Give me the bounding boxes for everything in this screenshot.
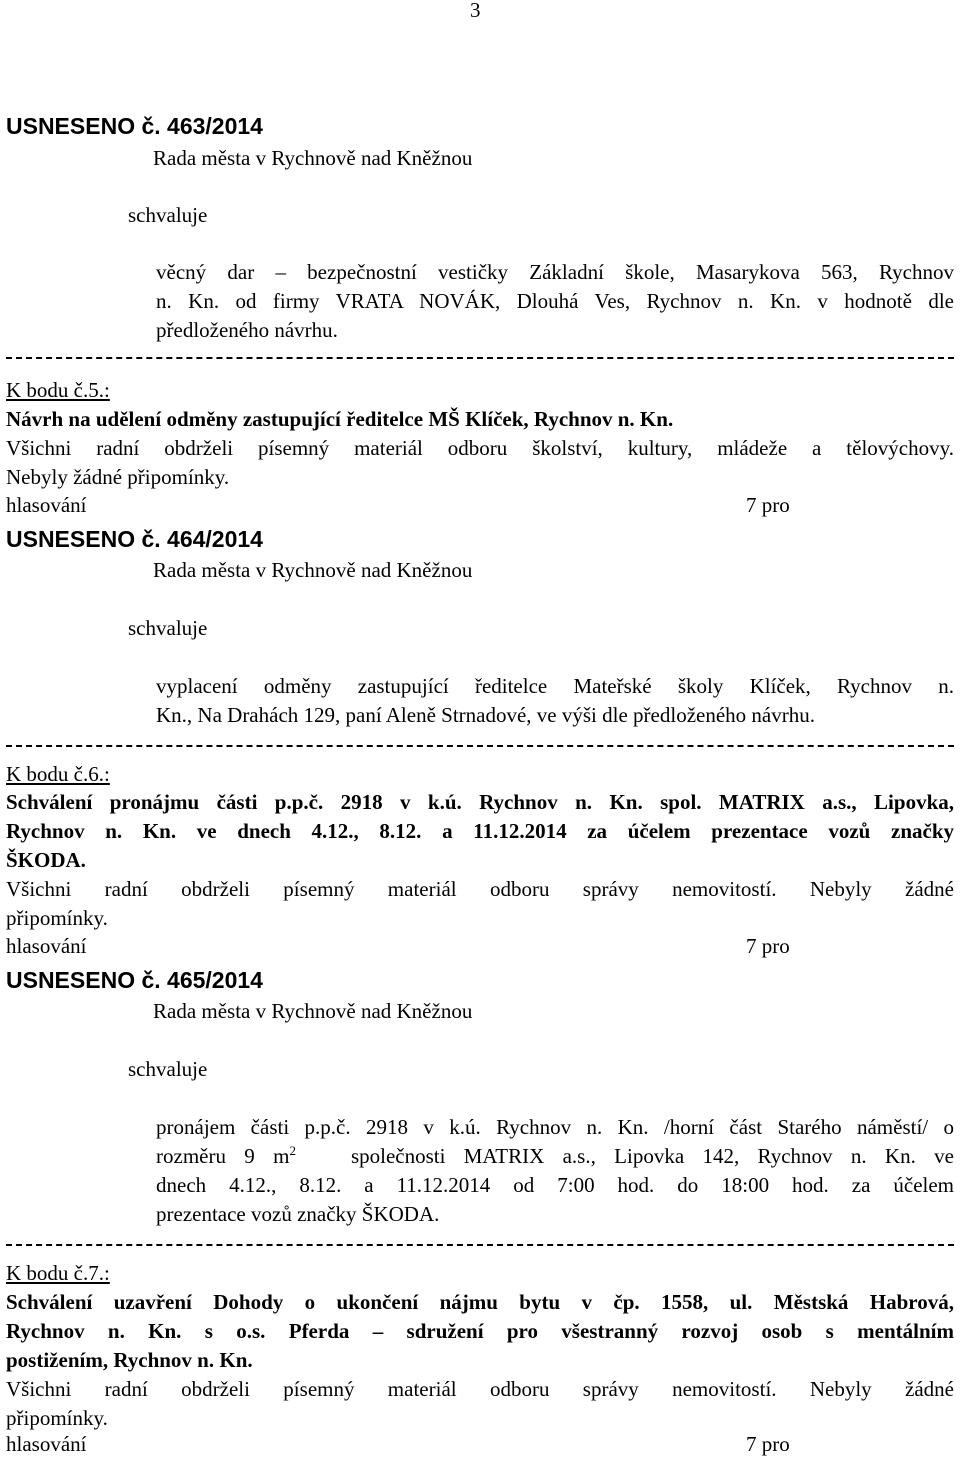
- text-part: společnosti MATRIX a.s., Lipovka 142, Rychnov n. Kn. ve: [350, 1144, 954, 1168]
- text-line: [156, 1142, 954, 1171]
- item-title: [6, 1288, 954, 1375]
- text-line: n. Kn. od firmy VRATA NOVÁK, Dlouhá Ves, Rychnov n. Kn. v hodnotě dle: [156, 289, 954, 313]
- item-info: [6, 875, 954, 933]
- vote-label: hlasování: [6, 934, 87, 958]
- resolution-body: Rada města v Rychnově nad Kněžnou: [153, 146, 473, 170]
- vote-label: hlasování: [6, 493, 87, 517]
- item-title: Návrh na udělení odměny zastupující ředitelce MŠ Klíček, Rychnov n. Kn.: [6, 407, 674, 431]
- title-line: ŠKODA.: [6, 848, 86, 872]
- vote-value: 7 pro: [746, 1432, 790, 1456]
- item-label: K bodu č.5.:: [6, 378, 110, 402]
- info-line: Všichni radní obdrželi písemný materiál odboru školství, kultury, mládeže a tělovýchovy.: [6, 436, 954, 460]
- text-line: prezentace vozů značky ŠKODA.: [156, 1202, 440, 1226]
- title-line: Rychnov n. Kn. s o.s. Pferda – sdružení pro všestranný rozvoj osob s mentálním: [6, 1319, 954, 1343]
- item-info: [6, 434, 954, 463]
- text-line: Kn., Na Drahách 129, paní Aleně Strnadové, ve výši dle předloženého návrhu.: [156, 703, 815, 727]
- item-note: Nebyly žádné připomínky.: [6, 465, 230, 489]
- text-line: věcný dar – bezpečnostní vestičky Základní škole, Masarykova 563, Rychnov: [156, 260, 954, 284]
- title-line: Rychnov n. Kn. ve dnech 4.12., 8.12. a 11.12.2014 za účelem prezentace vozů značky: [6, 819, 954, 843]
- resolution-body: Rada města v Rychnově nad Kněžnou: [153, 999, 473, 1023]
- title-line: postižením, Rychnov n. Kn.: [6, 1348, 253, 1372]
- resolution-text: [156, 258, 954, 345]
- vote-value: 7 pro: [746, 493, 790, 517]
- info-line: připomínky.: [6, 906, 108, 930]
- title-line: Schválení uzavření Dohody o ukončení nájmu bytu v čp. 1558, ul. Městská Habrová,: [6, 1290, 954, 1314]
- info-line: Všichni radní obdrželi písemný materiál odboru správy nemovitostí. Nebyly žádné: [6, 1377, 954, 1401]
- divider: [6, 1244, 954, 1246]
- resolution-verb: schvaluje: [128, 1057, 208, 1081]
- resolution-body: Rada města v Rychnově nad Kněžnou: [153, 558, 473, 582]
- text-line: pronájem části p.p.č. 2918 v k.ú. Rychnov n. Kn. /horní část Starého náměstí/ o: [156, 1115, 954, 1139]
- info-line: připomínky.: [6, 1406, 108, 1430]
- resolution-text: [156, 672, 954, 730]
- vote-value: 7 pro: [746, 934, 790, 958]
- item-label: K bodu č.7.:: [6, 1261, 110, 1285]
- text-line: předloženého návrhu.: [156, 318, 338, 342]
- item-label: K bodu č.6.:: [6, 762, 110, 786]
- info-line: Všichni radní obdrželi písemný materiál odboru správy nemovitostí. Nebyly žádné: [6, 877, 954, 901]
- resolution-verb: schvaluje: [128, 203, 208, 227]
- resolution-title: USNESENO č. 463/2014: [6, 113, 263, 139]
- superscript: 2: [289, 1143, 296, 1158]
- divider: [6, 745, 954, 747]
- item-info: [6, 1375, 954, 1433]
- resolution-title: USNESENO č. 464/2014: [6, 526, 263, 552]
- resolution-verb: schvaluje: [128, 616, 208, 640]
- divider: [6, 357, 954, 359]
- text-line: vyplacení odměny zastupující ředitelce Mateřské školy Klíček, Rychnov n.: [156, 674, 954, 698]
- resolution-text: [156, 1113, 954, 1229]
- item-title: [6, 788, 954, 875]
- title-line: Schválení pronájmu části p.p.č. 2918 v k.ú. Rychnov n. Kn. spol. MATRIX a.s., Lipovka,: [6, 790, 954, 814]
- text-part: rozměru 9 m: [156, 1144, 290, 1168]
- resolution-title: USNESENO č. 465/2014: [6, 967, 263, 993]
- page-number: 3: [470, 0, 481, 22]
- text-line: dnech 4.12., 8.12. a 11.12.2014 od 7:00 hod. do 18:00 hod. za účelem: [156, 1173, 954, 1197]
- vote-label: hlasování: [6, 1432, 87, 1456]
